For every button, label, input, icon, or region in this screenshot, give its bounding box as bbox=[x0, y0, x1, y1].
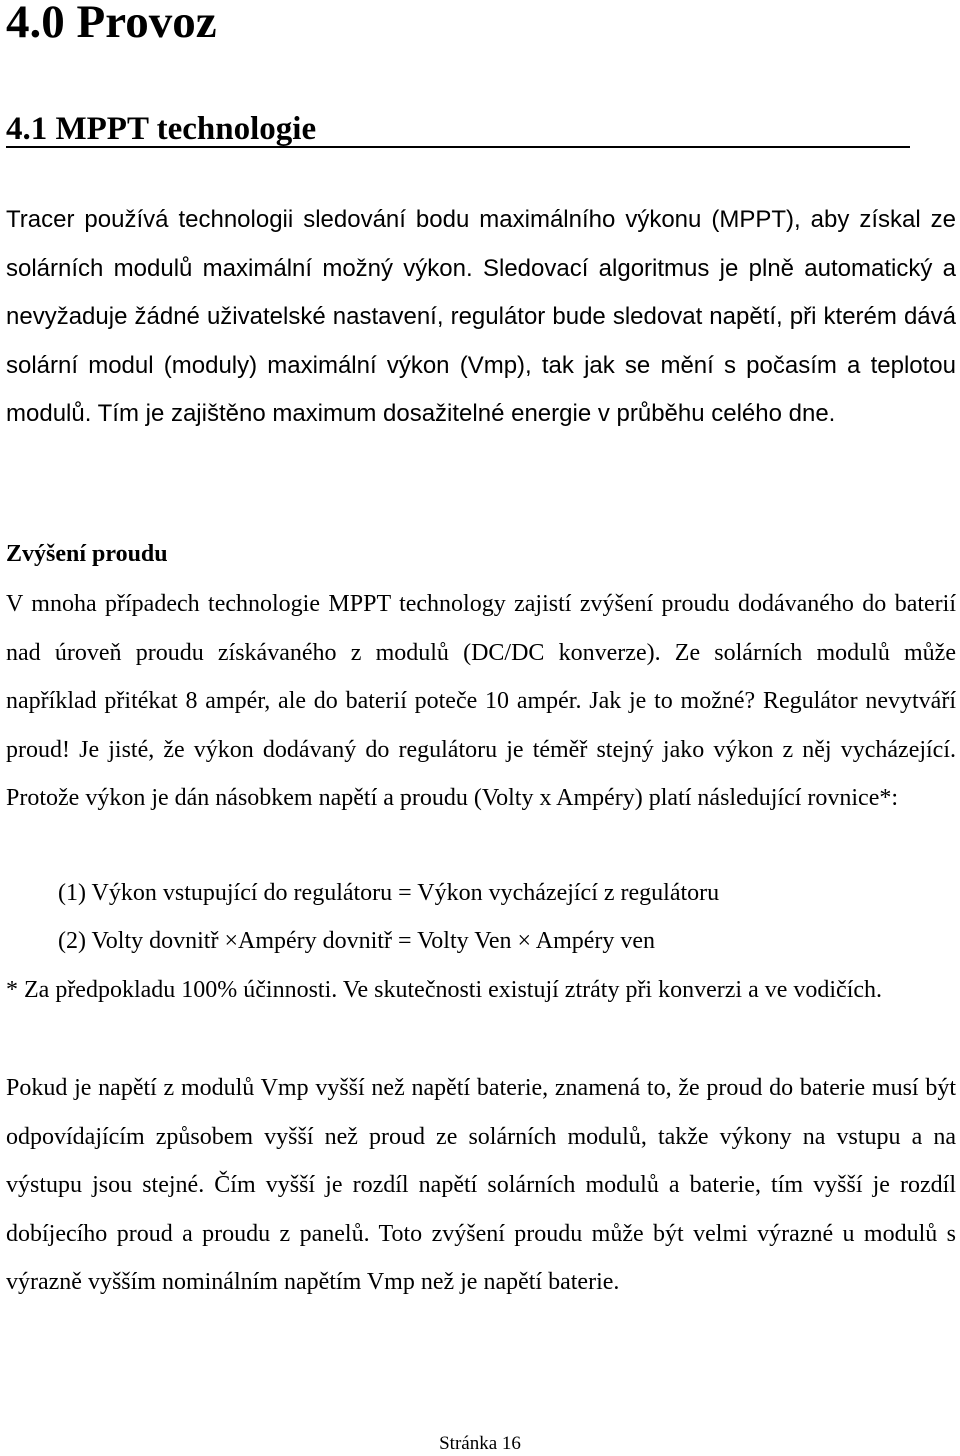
chapter-heading: 4.0 Provoz bbox=[6, 0, 217, 48]
mppt-intro-sentence-rest: Sledovací algoritmus je plně automatický a nevyžaduje žádné uživatelské nastavení, regulátor bude sledovat napětí, při kterém dává solární modul (moduly) maximální výkon (Vmp), tak jak se mění s počasím a teplotou modulů. Tím je zajištěno maximum dosažitelné energie v průběhu celého dne. bbox=[6, 254, 956, 427]
efficiency-footnote: * Za předpokladu 100% účinnosti. Ve skutečnosti existují ztráty při konverzi a ve vodičích. bbox=[6, 977, 883, 1003]
equation-2: (2) Volty dovnitř ×Ampéry dovnitř = Volty Ven × Ampéry ven bbox=[58, 928, 656, 954]
equation-1: (1) Výkon vstupující do regulátoru = Výkon vycházející z regulátoru bbox=[58, 880, 720, 906]
mppt-intro-sentence-1: Tracer používá technologii sledování bodu maximálního výkonu (MPPT), aby získal ze solárních modulů maximální možný výkon. bbox=[6, 206, 956, 282]
section-heading: 4.1 MPPT technologie bbox=[6, 111, 317, 147]
section-heading-rule bbox=[6, 146, 910, 148]
page-number: Stránka 16 bbox=[439, 1433, 521, 1454]
current-boost-paragraph: V mnoha případech technologie MPPT technology zajistí zvýšení proudu dodávaného do baterií nad úroveň proudu získávaného z modulů (DC/DC konverze). Ze solárních modulů může například přitékat 8 ampér, ale do baterií poteče 10 ampér. Jak je to možné? Regulátor nevytváří proud! Je jisté, že výkon dodávaný do regulátoru je téměř stejný jako výkon z něj vycházející. Protože výkon je dán násobkem napětí a proudu (Volty x Ampéry) platí následující rovnice*: bbox=[6, 591, 956, 811]
voltage-difference-paragraph: Pokud je napětí z modulů Vmp vyšší než napětí baterie, znamená to, že proud do baterie musí být odpovídajícím způsobem vyšší než proud ze solárních modulů, takže výkony na vstupu a na výstupu jsou stejné. Čím vyšší je rozdíl napětí solárních modulů a baterie, tím vyšší je rozdíl dobíjecího proud a proudu z panelů. Toto zvýšení proudu může být velmi výrazné u modulů s výrazně vyšším nominálním napětím Vmp než je napětí baterie. bbox=[6, 1075, 956, 1295]
mppt-intro-paragraph bbox=[6, 196, 956, 439]
current-boost-heading: Zvýšení proudu bbox=[6, 541, 168, 567]
